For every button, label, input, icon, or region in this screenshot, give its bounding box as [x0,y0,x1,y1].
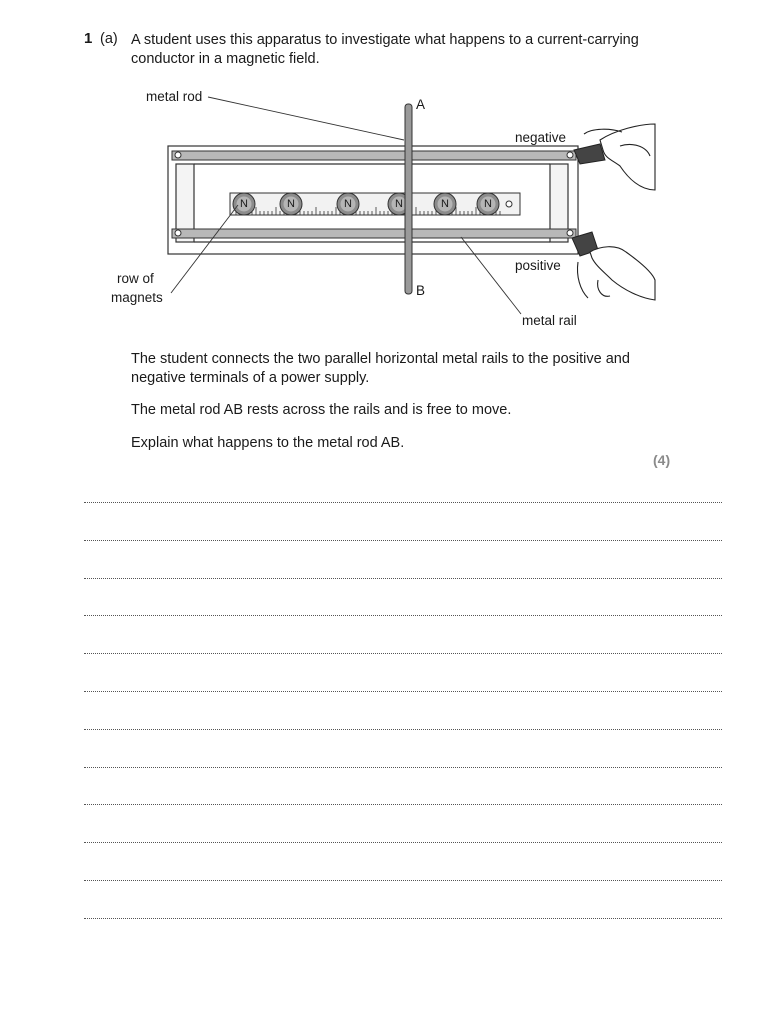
answer-line[interactable] [84,918,722,919]
magnet [434,193,456,215]
magnet-pole-label: N [484,198,492,210]
magnet [337,193,359,215]
answer-line[interactable] [84,615,722,616]
answer-line[interactable] [84,767,722,768]
answer-line[interactable] [84,691,722,692]
magnet-pole-label: N [395,198,403,210]
label-negative: negative [515,130,567,145]
answer-line[interactable] [84,729,722,730]
negative-probe [574,124,655,190]
label-end-b: B [416,283,426,298]
question-intro-line-2: conductor in a magnetic field. [131,51,320,67]
magnet-pole-label: N [344,198,352,210]
magnet [233,193,255,215]
answer-line[interactable] [84,540,722,541]
label-metal-rod: metal rod [146,89,203,104]
positive-probe [572,232,655,300]
label-row-of-magnets-line-1: row of [117,271,154,286]
metal-rod-ab [405,104,412,294]
paragraph-1 [131,350,630,388]
label-metal-rail: metal rail [522,313,577,328]
label-end-a: A [416,97,426,112]
answer-line[interactable] [84,804,722,805]
magnet-pole-label: N [287,198,295,210]
paragraph-2: The metal rod AB rests across the rails and is free to move. [131,402,512,418]
magnet [477,193,499,215]
magnet [280,193,302,215]
apparatus-diagram [0,0,768,340]
answer-line[interactable] [84,842,722,843]
metal-rail-top [172,151,576,160]
magnet-pole-label: N [240,198,248,210]
magnet-pole-label: N [441,198,449,210]
question-intro-line-1: A student uses this apparatus to investigate what happens to a current-carrying [131,32,639,48]
answer-line[interactable] [84,653,722,654]
paragraph-1-line-1: The student connects the two parallel horizontal metal rails to the positive and [131,351,630,367]
paragraph-3: Explain what happens to the metal rod AB. [131,435,405,451]
paragraph-1-line-2: negative terminals of a power supply. [131,370,370,386]
answer-line[interactable] [84,502,722,503]
question-number: 1 [84,30,93,47]
marks-indicator: (4) [653,452,671,468]
label-row-of-magnets-line-2: magnets [111,290,163,305]
answer-line[interactable] [84,880,722,881]
label-positive: positive [515,258,561,273]
magnet-row [230,193,520,215]
metal-rail-bottom [172,229,576,238]
answer-line[interactable] [84,578,722,579]
question-part: (a) [100,31,118,47]
